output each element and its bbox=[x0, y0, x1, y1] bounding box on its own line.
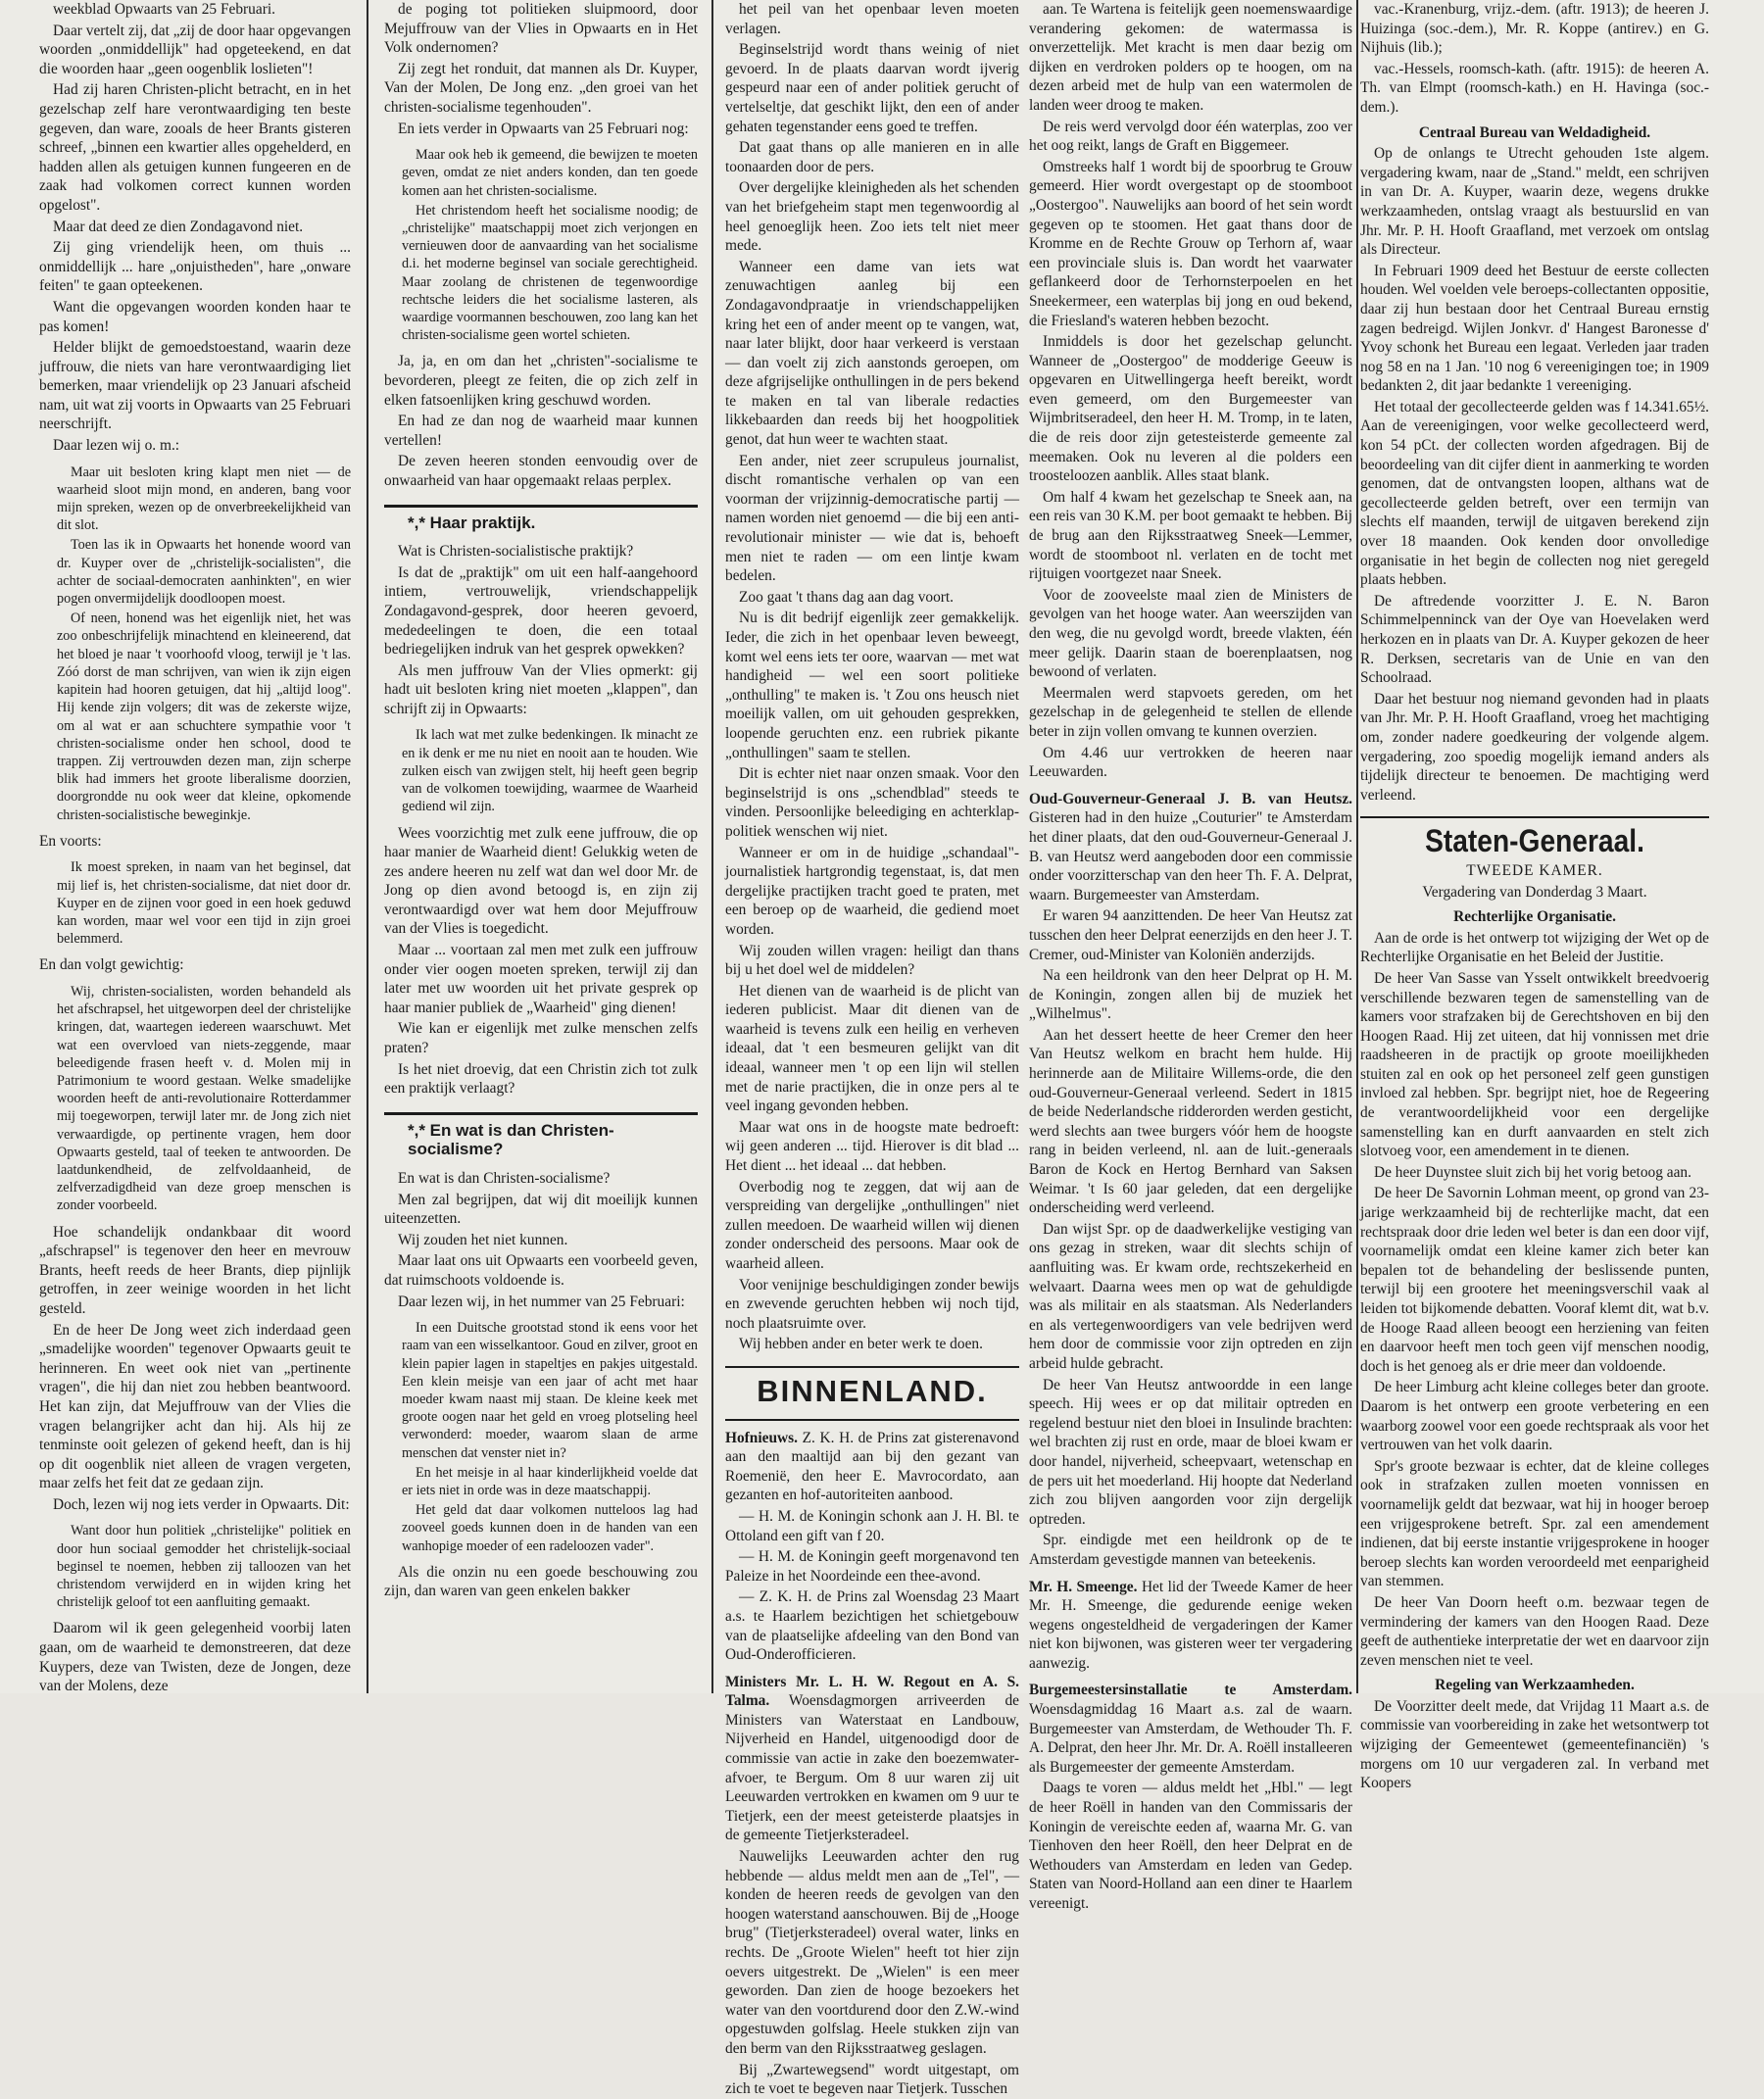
item-text: Er waren 94 aanzittenden. De heer Van Heutsz zat tusschen den heer Delprat eenerzijds en den heer J. T. Cremer, oud-Minister van Koloniën anderzijds. bbox=[1029, 907, 1352, 963]
section-divider bbox=[1360, 816, 1709, 818]
quote-block bbox=[57, 464, 351, 824]
paragraph: Zij zegt het ronduit, dat mannen als Dr. Kuyper, Van der Molen, De Jong enz. „den groei van het christen-socialisme tegenhouden". bbox=[384, 60, 698, 116]
paragraph: De aftredende voorzitter J. E. N. Baron Schimmelpenninck van der Oye van Hoevelaken werd herkozen en in plaats van Dr. A. Kuyper gekozen de heer R. Derksen, secretaris van de Unie en van den Schoolraad. bbox=[1360, 592, 1709, 687]
paragraph: De zeven heeren stonden eenvoudig over de onwaarheid van haar opgemaakt relaas perplex. bbox=[384, 453, 698, 489]
subheading: TWEEDE KAMER. bbox=[1466, 861, 1603, 879]
paragraph: In Februari 1909 deed het Bestuur de eerste collecten houden. Wel voelden vele beroeps-collectanten oppositie, daar zij hun bestaan door het Centraal Bureau ernstig zagen bedreigd. Wijlen Jonkvr. d' Hangest Baronesse d' Yvoy schonk het Bureau een legaat. Verleden jaar traden nog 58 en na 1 Jan. '10 nog 6 vereenigingen toe; in 1909 bedankten 2, dit jaar bedankte 1 vereeniging. bbox=[1360, 262, 1709, 395]
paragraph: Daar vertelt zij, dat „zij de door haar opgevangen woorden „onmiddellijk" had opgeteekend, en dat die woorden haar „geen oogenblik loslieten"! bbox=[39, 22, 351, 77]
paragraph: En het meisje in al haar kinderlijkheid voelde dat er iets niet in orde was in deze maatschappij. bbox=[402, 1464, 698, 1498]
paragraph: Maar laat ons uit Opwaarts een voorbeeld geven, dat ruimschoots voldoende is. bbox=[384, 1252, 698, 1289]
paragraph: Maar dat deed ze dien Zondagavond niet. bbox=[53, 218, 304, 235]
column-5 bbox=[1360, 0, 1709, 1792]
item-text: Bij „Zwartewegsend" wordt uitgestapt, om zich te voet te begeven naar Tietjerk. Tusschen bbox=[725, 2061, 1019, 2098]
paragraph: Ja, ja, en om dan het „christen"-socialisme te bevorderen, pleegt ze feiten, die op zich zelf in elken fatsoenlijken kring geschuwd worden. bbox=[384, 353, 698, 409]
item-text: Gisteren had in den huize „Couturier" te Amsterdam het diner plaats, dat den oud-Gouverneur-Generaal J. B. van Heutsz werd aangeboden door een commissie onder voorzitterschap van den heer Th. F. A. Delprat, waarn. Burgemeester van Amsterdam. bbox=[1029, 809, 1352, 903]
news-item bbox=[1029, 1578, 1352, 1674]
quote-block bbox=[57, 1522, 351, 1611]
column-rule bbox=[367, 0, 368, 1693]
paragraph: Het dienen van de waarheid is de plicht van iederen publicist. Maar dit dienen van de waarheid is tevens zulk een heilig en verheven ideaal, dat 't een besmeuren gelijkt van dit ideaal, wanneer men 't op een lijn wil stellen met de narie practijken, die in onze pers al te veel ingang gevonden hebben. bbox=[725, 982, 1019, 1115]
paragraph: Toen las ik in Opwaarts het honende woord van dr. Kuyper over de „christelijk-socialisten", die achter de sociaal-democraten aanhinkten", en wier pogen onvermijdelijk doodloopen moest. bbox=[57, 537, 351, 608]
item-text: Aan het dessert heette de heer Cremer den heer Van Heutsz welkom en bracht hem hulde. Hij herinnerde aan de Militaire Willems-orde, die den oud-Gouverneur-Generaal verleend. Sedert in 1815 de beide Nederlandsche ridderorden werden gesticht, werd slechts aan twee burgers vóór hem de hoogste rang in beiden verleend, nl. aan de luit.-generaals Baron de Kock en Hertog Bernhard van Saksen Weimar. 't Is 60 jaar geleden, dat een dergelijke onderscheiding werd verleend. bbox=[1029, 1026, 1352, 1217]
paragraph: De heer De Savornin Lohman meent, op grond van 23-jarige werkzaamheid bij de rechterlijke macht, dat een rechtspraak door drie leden wel beter is dan een door vijf, voornamelijk omdat een kleine kamer zich beter kan bepalen tot de behandeling der beslissende punten, terwijl bij een grootere het meeningsverschil vaak al leiden tot bijkomende debatten. Vooraf klemt dit, wat b.v. de Hooge Raad alleen beoogt een herziening van feiten en daarvoor heeft men toch geen vijf menschen noodig, doch is het genoeg als er drie meer dan voldoende. bbox=[1360, 1185, 1709, 1375]
item-text: Daags te voren — aldus meldt het „Hbl." — legt de heer Roëll in handen van den Commissaris der Koningin de vereischte eeden af, waarna Mr. G. van Tienhoven den heer Roëll, den heer Delprat en de Wethouders van Amsterdam en leden van Gedep. Staten van Noord-Holland aan een diner te Haarlem vereenigt. bbox=[1029, 1780, 1352, 1912]
paragraph: Helder blijkt de gemoedstoestand, waarin deze juffrouw, die niets van hare verontwaardiging liet bemerken, maar vriendelijk op 23 Januari afscheid nam, uit wat zij voorts in Opwaarts van 25 Februari neerschrijft. bbox=[39, 339, 352, 433]
paragraph: Daarom wil ik geen gelegenheid voorbij laten gaan, om de waarheid te demonstreeren, dat deze Kuypers, deze van Twisten, deze de Jongen, deze van der Molens, deze bbox=[39, 1620, 351, 1695]
paragraph: Dat gaat thans op alle manieren en in alle toonaarden door de pers. bbox=[725, 139, 1019, 175]
paragraph: Doch, lezen wij nog iets verder in Opwaarts. Dit: bbox=[53, 1495, 350, 1513]
column-rule bbox=[1356, 0, 1358, 1693]
paragraph: En wat is dan Christen-socialisme? bbox=[398, 1170, 611, 1187]
article-heading: Regeling van Werkzaamheden. bbox=[1435, 1677, 1635, 1694]
paragraph: Want die opgevangen woorden konden haar te pas komen! bbox=[39, 298, 351, 335]
paragraph: Om half 4 kwam het gezelschap te Sneek aan, na een reis van 30 K.M. per boot gemaakt te hebben. Bij de brug aan den Rijksstraatweg Sneek—Lemmer, wordt de stoomboot nl. verlaten en de tocht met rijtuigen voortgezet naar Sneek. bbox=[1029, 488, 1352, 583]
paragraph: Het geld dat daar volkomen nutteloos lag had zooveel goeds kunnen doen in de handen van een wanhopige moeder of een radeloozen vader". bbox=[402, 1502, 698, 1554]
news-item bbox=[1029, 1026, 1352, 1218]
paragraph: Aan de orde is het ontwerp tot wijziging der Wet op de Rechterlijke Organisatie en het Beleid der Justitie. bbox=[1360, 929, 1709, 966]
paragraph: Meermalen werd stapvoets gereden, om het gezelschap in de gelegenheid te stellen de ellende beter in zijn vollen omvang te kunnen overzien. bbox=[1029, 684, 1352, 740]
paragraph: Of neen, honend was het eigenlijk niet, het was zoo onbeschrijfelijk minachtend en kleineerend, dat het bloed je naar 't voorhoofd vloog, terwijl je 't las. Zóó dorst de man schrijven, van wien ik zijn eigen kapitein had hooren getuigen, dat hij „altijd loog". Hij kende zijn volgers; dit was de zekerste wijze, om al wat er aan schuchtere sympathie voor 't christen-socialisme onder hen school, dood te trappen. Zij vertrouwden dezen man, zijn scherpe blik had immers het groote liberalisme doorzien, doorgrondde nu ook weer dat kleine, opkomende christen-socialistische beweginkje. bbox=[57, 610, 351, 823]
paragraph: Het christendom heeft het socialisme noodig; de „christelijke" maatschappij moet zich verjongen en vernieuwen door de aanvaarding van het socialisme d.i. het moderne beginsel van sociale gerechtigheid. Maar zoolang de christenen de tegenwoordige rechtsche leiders die het socialisme lasteren, als waardige voormannen beschouwen, zoo lang kan het christen-socialisme geen wortel schieten. bbox=[402, 202, 698, 344]
paragraph: Daar het bestuur nog niemand gevonden had in plaats van Jhr. Mr. P. H. Hooft Graafland, vroeg het machtiging om, zonder nadere goedkeuring der volgende algem. vergadering, zoo spoedig mogelijk iemand anders als tijdelijk directeur te benoemen. De machtiging werd verleend. bbox=[1360, 690, 1709, 804]
paragraph: het peil van het openbaar leven moeten verlagen. bbox=[725, 1, 1019, 37]
section-divider bbox=[725, 1366, 1019, 1368]
paragraph: De heer Van Sasse van Ysselt ontwikkelt breedvoerig verschillende bezwaren tegen de samenstelling van de kamers voor strafzaken bij de Gerechtshoven en bij den Hoogen Raad. Hij zet uiteen, dat hij vonnissen met drie raadsheeren in de practijk op groote moeilijkheden stuiten zal en ook op het personeel zelf geen gunstigen invloed zal hebben. Spr. begrijpt niet, hoe de Regeering de verantwoordelijkheid voor een dergelijke samenstelling kan en durft aanvaarden en stelt zich slotvoeg voor, een amendement in te dienen. bbox=[1360, 969, 1709, 1160]
paragraph: Wees voorzichtig met zulk eene juffrouw, die op haar manier de Waarheid dient! Gelukkig weten de zes andere heeren nu zelf wat dan wel door Mr. de Jong op dien avond betoogd is, en zijn zij verontwaardigd over wat hem door Mejuffrouw van der Vlies is toegedicht. bbox=[384, 824, 698, 938]
paragraph: Zoo gaat 't thans dag aan dag voort. bbox=[739, 588, 955, 606]
column-rule bbox=[711, 0, 713, 1693]
subheading: Vergadering van Donderdag 3 Maart. bbox=[1422, 883, 1647, 901]
paragraph: Een ander, niet zeer scrupuleus journalist, discht romantische verhalen op van een voorman der vrijzinnig-democratische partij — namen worden niet genoemd — die bij een anti-revolutionair minister — wie dat is, behoeft men niet te raden — om een lintje kwam bedelen. bbox=[725, 452, 1019, 585]
paragraph: Daar lezen wij o. m.: bbox=[53, 437, 180, 455]
item-heading: Burgemeestersinstallatie te Amsterdam. bbox=[1029, 1682, 1352, 1699]
paragraph: Voor de zooveelste maal zien de Ministers de gevolgen van het hooge water. Aan weerszijden van den weg, die nu gevolgd wordt, breede vlakten, één meer gelijk. Daarin staan de boerenplaatsen, nog bewoond of verlaten. bbox=[1029, 586, 1352, 681]
paragraph: Overbodig nog te zeggen, dat wij aan de verspreiding van dergelijke „onthullingen" niet zullen meedoen. De waarheid willen wij dienen zonder onderscheid des persoons. Maar ook de waarheid alleen. bbox=[725, 1178, 1019, 1272]
paragraph: Voor venijnige beschuldigingen zonder bewijs en zwevende geruchten hebben wij noch tijd, noch plaatsruimte over. bbox=[725, 1276, 1019, 1332]
news-item bbox=[725, 1673, 1019, 1845]
column-2 bbox=[384, 0, 698, 1693]
paragraph: Op de onlangs te Utrecht gehouden 1ste algem. vergadering kwam, naar de „Stand." meldt, een schrijven in van Dr. A. Kuyper, waarin deze, wegens drukke werkzaamheden, ontslag vraagt als bestuurslid en van Jhr. Mr. P. H. Hooft Graafland, met verzoek om ontslag als Directeur. bbox=[1360, 145, 1709, 259]
section-title: *,* En wat is dan Christen-socialisme? bbox=[408, 1120, 614, 1159]
paragraph: Had zij haren Christen-plicht betracht, en in het gezelschap zelf hare verontwaardiging ten beste gegeven, dan ware, zooals de heer Brants gisteren schreef, „binnen een kwartier alles opgehelderd, en hadden allen als getuigen kunnen fungeeren en de zaak had volkomen correct kunnen worden opgelost". bbox=[39, 81, 351, 214]
item-text: De heer Van Heutsz antwoordde in een lange speech. Hij wees er op dat militair optreden en regelend bestuur niet den bloei in Insulinde brachten: wel brachten zij rust en orde, maar de bloei kwam er door handel, nijverheid, scheepvaart, wetenschap en de pers uit het moederland. Hij hoopte dat Nederland zich zou blijven aangorden voor zijn dergelijk optreden. bbox=[1029, 1376, 1352, 1528]
news-item bbox=[725, 1587, 1019, 1664]
paragraph: In een Duitsche grootstad stond ik eens voor het raam van een wisselkantoor. Goud en zilver, groot en klein papier lagen in stapeltjes en pakjes uitgestald. Een klein meisje van een jaar of acht met haar moeder kwam naast mij staan. De kleine keek met groote oogen naar het geld en vroeg plotseling heel verwonderd: moeder, waarom slaan de arme menschen dat venster niet in? bbox=[402, 1320, 699, 1461]
paragraph: Hoe schandelijk ondankbaar dit woord „afschrapsel" is tegenover den heer en mevrouw Brants, heeft reeds de heer Brants, diep pijnlijk getroffen, in zeer weinige woorden in het licht gesteld. bbox=[39, 1223, 351, 1317]
news-item bbox=[1029, 1779, 1352, 1913]
paragraph: Het totaal der gecollecteerde gelden was f 14.341.65½. Aan de vereenigingen, voor welke gecollecteerd werd, kon 54 pCt. der collecten worden afgedragen. Bij de beoordeeling van dit cijfer dient in aanmerking te worden genomen, dat de ontvangsten loopen, althans wat de gecollecteerde gelden betreft, over een termijn van slechts elf maanden, terwijl de uitgaven berekend zijn over 18 maanden. Ook kenden door onvolledige organisatie in het begin de collecten nog niet geregeld plaats hebben. bbox=[1360, 398, 1709, 589]
paragraph: Spr's groote bezwaar is echter, dat de kleine colleges ook in strafzaken zullen moeten vonnissen en voornamelijk geldt dat bezwaar, wat hij in hooger beroep een vrijgesprokene betreft. Spr. zal een amendement indienen, dat bij eerste instantie vrijgesprokene in hooger beroep slechts kan worden veroordeeld met eenparigheid van stemmen. bbox=[1360, 1457, 1709, 1590]
quote-block bbox=[402, 1319, 698, 1555]
paragraph: Als men juffrouw Van der Vlies opmerkt: gij hadt uit besloten kring niet moeten „klappen", dan schrijft zij in Opwaarts: bbox=[384, 661, 698, 717]
news-item bbox=[725, 1429, 1019, 1505]
paragraph: Om 4.46 uur vertrokken de heeren naar Leeuwarden. bbox=[1029, 744, 1352, 781]
paragraph: Wij, christen-socialisten, worden behandeld als het afschrapsel, het uitgeworpen deel der christelijke kringen, dat, waartegen iedereen waarschuwt. Met wat een overvloed van niets-zeggende, maar beleedigende frasen heeft v. d. Molen mij in Patrimonium te woord gestaan. Welke smadelijke woorden heeft de anti-revolutionaire Rotterdammer mij toegeworpen, terwijl later mr. de Jong zich niet verwaardigde, op pertinente vragen, hem door Opwaarts gesteld, taal of teeken te antwoorden. De laatdunkendheid, de zelfvoldaanheid, de zelfverzadigdheid van deze groep menschen is zonder voorbeeld. bbox=[57, 983, 351, 1214]
paragraph: En iets verder in Opwaarts van 25 Februari nog: bbox=[398, 120, 689, 137]
item-text: — H. M. de Koningin geeft morgenavond ten Paleize in het Noordeinde een thee-avond. bbox=[725, 1548, 1019, 1585]
paragraph: weekblad Opwaarts van 25 Februari. bbox=[53, 1, 275, 18]
paragraph: de poging tot politieken sluipmoord, door Mejuffrouw van der Vlies in Opwaarts en in Het Volk ondernomen? bbox=[384, 1, 698, 57]
paragraph: En de heer De Jong weet zich inderdaad geen „smadelijke woorden" tegenover Opwaarts geuit te herinneren. En weet ook niet van „pertinente vragen", die hij dan niet zou hebben beantwoord. Het kan zijn, dat Mejuffrouw van der Vlies die vragen belangrijker acht dan hij. Als hij ze tenminste ooit gelezen of gekend heeft, dan is hij op dit oogenblik niet alleen de vragen vergeten, maar zelfs het feit dat ze gedaan zijn. bbox=[39, 1321, 351, 1492]
item-text: Spr. eindigde met een heildronk op de te Amsterdam gevestigde mannen van beteekenis. bbox=[1029, 1532, 1352, 1568]
item-text: Dan wijst Spr. op de daadwerkelijke vestiging van ons gezag in streken, waar dit slechts schijn of aanfluiting was. Er kwam orde, rechtszekerheid en welvaart. Daarna wees men op wat de gehuldigde was als militair en als staatsman. Als Nederlanders en als vertegenwoordigers van vele bedrijven werd hem door de commissie voor zijn optreden en zijn arbeid hulde gebracht. bbox=[1029, 1220, 1352, 1372]
quote-block bbox=[402, 146, 698, 344]
paragraph: Maar uit besloten kring klapt men niet — de waarheid sloot mijn mond, en anderen, bang voor mijn spreken, wezen op de onverbreekelijkheid van dit slot. bbox=[57, 464, 351, 534]
paragraph: Men zal begrijpen, dat wij dit moeilijk kunnen uiteenzetten. bbox=[384, 1191, 698, 1228]
news-item bbox=[1029, 1681, 1352, 1777]
paragraph: vac.-Hessels, roomsch-kath. (aftr. 1915): de heeren A. Th. van Elmpt (roomsch-kath.) en H. Havinga (soc.-dem.). bbox=[1360, 60, 1709, 116]
section-banner: Staten-Generaal. bbox=[1425, 823, 1644, 859]
paragraph: Daar lezen wij, in het nummer van 25 Februari: bbox=[398, 1293, 685, 1310]
paragraph: Wij zouden willen vragen: heiligt dan thans bij u het doel wel de middelen? bbox=[725, 942, 1019, 979]
paragraph: Maar ook heb ik gemeend, die bewijzen te moeten geven, omdat ze niet anders konden, dan ten goede komen aan het christen-socialisme. bbox=[402, 147, 698, 199]
news-item bbox=[1029, 1220, 1352, 1374]
paragraph: Ik moest spreken, in naam van het beginsel, dat mij lief is, het christen-socialisme, dat niet door dr. Kuyper en de zijnen voor goed in een hoek geduwd kan worden, maar wel voor een tijd in zijn groei belemmerd. bbox=[57, 859, 351, 948]
paragraph: vac.-Kranenburg, vrijz.-dem. (aftr. 1913); de heeren J. Huizinga (soc.-dem.), Mr. R. Koppe (antirev.) en G. Nijhuis (lib.); bbox=[1360, 1, 1709, 57]
paragraph: Is het niet droevig, dat een Christin zich tot zulk een praktijk verlaagt? bbox=[384, 1060, 698, 1098]
paragraph: Wat is Christen-socialistische praktijk? bbox=[398, 543, 634, 561]
item-text: Woensdagmiddag 16 Maart a.s. zal de waarn. Burgemeester van Amsterdam, de Wethouder Th. F. A. Delprat, den heer Jhr. Mr. Dr. A. Roëll installeeren als Burgemeester der gemeente Amsterdam. bbox=[1029, 1701, 1352, 1776]
paragraph: Wanneer een dame van iets wat zenuwachtigen aanleg bij een Zondagavondpraatje in vriendschappelijken kring het een of ander meent op te vangen, wat, naar later blijkt, door haar verkeerd is verstaan — dan voelt zij zich aanstonds geroepen, om deze afgrijselijke onthullingen in de pers bekend te maken en tal van liberale redacties likkebaarden dan reeds bij het hoogpolitiek genot, dat hun weer te wachten staat. bbox=[725, 258, 1019, 449]
paragraph: Omstreeks half 1 wordt bij de spoorbrug te Grouw gemeerd. Hier wordt overgestapt op de stoomboot „Oostergoo". Nauwelijks aan boord of het sein wordt gegeven op te stoomen. Het gaat thans door de Kromme en de Rechte Grouw op Terhorn af, waar een provinciale sluis is. Dan wordt het vaarwater geflankeerd door de Terhornsterpoelen en het Sneekermeer, een waterplas bij jong en oud bekend, die Friesland's wateren hebben bezocht. bbox=[1029, 158, 1352, 329]
paragraph: Ik lach wat met zulke bedenkingen. Ik minacht ze en ik denk er me nu niet en nooit aan te houden. Wie zulken eisch van zwijgen stelt, hij heeft geen begrip van de volkomen toewijding, waarmee de Waarheid gediend wil zijn. bbox=[402, 727, 698, 815]
column-3 bbox=[725, 0, 1020, 2098]
item-text: Nauwelijks Leeuwarden achter den rug hebbende — aldus meldt men aan de „Tel", — konden de heeren reeds de gevolgen van den hoogen waterstand aanschouwen. Bij de „Hooge brug" (Tietjerksteradeel) overal water, links en rechts. De „Groote Wielen" heeft tot hier zijn oevers uitgestrekt. De „Wielen" is een meer geworden. Dan zien de hooge bezoekers het water van den voortdurend door den Z.W.-wind opgestuwden golfslag. Heele stukken zijn van den berm van den Rijksstraatweg geslagen. bbox=[725, 1848, 1019, 2057]
item-heading: Oud-Gouverneur-Generaal J. B. van Heutsz. bbox=[1029, 790, 1352, 807]
section-title: *,* Haar praktijk. bbox=[408, 513, 536, 532]
paragraph: Wij hebben ander en beter werk te doen. bbox=[739, 1336, 983, 1353]
section-divider bbox=[384, 505, 698, 508]
news-item bbox=[725, 1507, 1019, 1545]
paragraph: De heer Limburg acht kleine colleges beter dan groote. Daarom is het ontwerp een groote verbetering en een waarborg zoowel voor een goede rechtspraak als voor het vertrouwen van het volk daarin. bbox=[1360, 1379, 1709, 1454]
paragraph: Over dergelijke kleinigheden als het schenden van het briefgeheim stapt men tegenwoordig al heel genoeglijk heen. Zoo iets telt niet meer mede. bbox=[725, 179, 1019, 255]
item-heading: Hofnieuws. bbox=[725, 1429, 798, 1446]
article-heading: Centraal Bureau van Weldadigheid. bbox=[1418, 123, 1651, 141]
news-item bbox=[1029, 1531, 1352, 1569]
paragraph: De Voorzitter deelt mede, dat Vrijdag 11 Maart a.s. de commissie van voorbereiding in zake het wetsontwerp tot wijziging der Gemeentewet (gemeentefinanciën) 's morgens om 10 uur vergaderen zal. In verband met Koopers bbox=[1360, 1697, 1709, 1792]
item-text: Het lid der Tweede Kamer de heer Mr. H. Smeenge, die gedurende eenige weken wegens ongesteldheid de vergaderingen der Kamer niet kon bijwonen, was gisteren weer ter vergadering aanwezig. bbox=[1029, 1578, 1352, 1672]
paragraph: Zij ging vriendelijk heen, om thuis ... onmiddellijk ... hare „onjuistheden", hare „onware feiten" te gaan opteekenen. bbox=[39, 239, 351, 295]
paragraph: De heer Duynstee sluit zich bij het vorig betoog aan. bbox=[1374, 1163, 1691, 1181]
section-divider bbox=[384, 1112, 698, 1115]
news-item bbox=[725, 1547, 1019, 1586]
paragraph: De heer Van Doorn heeft o.m. bezwaar tegen de vermindering der kamers van den Hoogen Raad. Deze geeft de authentieke interpretatie der wet en daarvoor zijn zeven menschen niet te veel. bbox=[1360, 1593, 1709, 1669]
section-banner: BINNENLAND. bbox=[757, 1373, 988, 1408]
news-item bbox=[1029, 790, 1352, 905]
paragraph: Is dat de „praktijk" om uit een half-aangehoord intiem, vertrouwelijk, vriendschappelijk Zondagavond-gesprek, door heeren gevoerd, mededeelingen te doen, die een totaal bedriegelijken indruk van het gesprek opwekken? bbox=[384, 563, 698, 659]
quote-block bbox=[57, 858, 351, 948]
paragraph: Maar wat ons in de hoogste mate bedroeft: wij geen anderen ... tijd. Hierover is dit blad ... Het dient ... het ideaal ... dat hebben. bbox=[725, 1118, 1019, 1175]
news-item bbox=[1029, 906, 1352, 964]
item-text: Woensdagmorgen arriveerden de Ministers van Waterstaat en Landbouw, Nijverheid en Handel, uitgenoodigd door de commissie van actie in zake den boezemwater-afvoer, te Bergum. Om 8 uur waren zij uit Leeuwarden vertrokken en kwamen om 9 uur te Tietjerk, een der meest geteisterde plaatsjes in de gemeente Tietjerksteradeel. bbox=[725, 1692, 1019, 1844]
column-4 bbox=[1029, 0, 1352, 1912]
paragraph: Wanneer er om in de huidige „schandaal"-journalistiek hartgrondig tegenstaat, is, dat men dergelijke practijken tracht goed te praten, met een beroep op de waarheid, die gediend moet worden. bbox=[725, 844, 1019, 938]
item-heading: Mr. H. Smeenge. bbox=[1029, 1578, 1138, 1595]
paragraph: Dit is echter niet naar onzen smaak. Voor den beginselstrijd is ons „schendblad" steeds te vinden. Persoonlijke beleediging en achterklap-politiek wenschen wij niet. bbox=[725, 765, 1019, 840]
paragraph: En voorts: bbox=[39, 832, 102, 850]
paragraph: Wij zouden het niet kunnen. bbox=[398, 1231, 568, 1248]
news-item bbox=[725, 1847, 1019, 2059]
column-1 bbox=[39, 0, 351, 1693]
paragraph: Als die onzin nu een goede beschouwing zou zijn, dan waren van geen enkelen bakker bbox=[384, 1563, 698, 1600]
article-heading: Rechterlijke Organisatie. bbox=[1453, 908, 1616, 926]
item-text: — Z. K. H. de Prins zal Woensdag 23 Maart a.s. te Haarlem bezichtigen het schietgebouw van de plaatselijke afdeeling van den Bond van Oud-Onderofficieren. bbox=[725, 1588, 1019, 1664]
quote-block bbox=[57, 983, 351, 1215]
news-item bbox=[725, 2061, 1019, 2099]
news-item bbox=[1029, 966, 1352, 1024]
item-text: Z. K. H. de Prins zat gisterenavond aan den maaltijd aan bij den gezant van Roemenië, den heer E. Mavrocordato, aan gezanten en hof-autoriteiten aanbood. bbox=[725, 1429, 1020, 1504]
paragraph: En had ze dan nog de waarheid maar kunnen vertellen! bbox=[384, 413, 698, 449]
paragraph: Beginselstrijd wordt thans weinig of niet gevoerd. In de plaats daarvan wordt ijverig gespeurd naar een of ander politiek gerucht of vertelseltje, dat geschikt lijkt, den een of ander gehaten tegenstander eens goed te treffen. bbox=[725, 41, 1019, 135]
paragraph: Nu is dit bedrijf eigenlijk zeer gemakkelijk. Ieder, die zich in het openbaar leven beweegt, komt wel eens iets ter oore, waarvan — met wat handigheid — wel een soort politieke „onthulling" te maken is. 't Zou ons heusch niet moeilijk vallen, om uit gehouden gesprekken, loopende geruchten enz. een rubriek pikante „onthullingen" saam te stellen. bbox=[725, 610, 1019, 761]
paragraph: Inmiddels is door het gezelschap geluncht. Wanneer de „Oostergoo" de modderige Geeuw is opgevaren en Uitwellingerga heeft bereikt, wordt even gemeerd, om den Burgemeester van Wijmbritseradeel, den heer H. M. Tromp, in te laten, die de reis door zijn getesteisterde gemeente zal meemaken. Ook nu leveren al die polders een troosteloozen aanblik. Alles staat blank. bbox=[1029, 333, 1352, 485]
news-item bbox=[1029, 1376, 1352, 1530]
paragraph: En dan volgt gewichtig: bbox=[39, 956, 184, 974]
item-text: — H. M. de Koningin schonk aan J. H. Bl. te Ottoland een gift van f 20. bbox=[725, 1507, 1019, 1544]
paragraph: Wie kan er eigenlijk met zulke menschen zelfs praten? bbox=[384, 1020, 698, 1057]
paragraph: Want door hun politiek „christelijke" politiek en door hun sociaal gemodder het christelijk-sociaal beginsel te noemen, hebben zij talloozen van het christendom verwijderd en in wijden kring het christelijk geloof tot een aanfluiting gemaakt. bbox=[57, 1523, 351, 1611]
paragraph: aan. Te Wartena is feitelijk geen noemenswaardige verandering gekomen: de watermassa is onverzettelijk. Met kracht is men daar bezig om dijken en verdroken polders op te hoogen, om na dezen arbeid met de hulp van een watermolen de landen weer droog te maken. bbox=[1029, 1, 1352, 114]
item-heading: Ministers Mr. L. H. W. Regout en A. S. Talma. bbox=[725, 1673, 1019, 1710]
paragraph: Maar ... voortaan zal men met zulk een juffrouw onder vier oogen moeten spreken, terwijl zij dan later met uw woorden uit het private gesprek op haar manier publiek de „Waarheid" ging dienen! bbox=[384, 942, 698, 1016]
quote-block bbox=[402, 726, 698, 815]
paragraph: De reis werd vervolgd door één waterplas, zoo ver het oog reikt, langs de Graft en Biggemeer. bbox=[1029, 118, 1352, 155]
item-text: Na een heildronk van den heer Delprat op H. M. de Koningin, zongen allen bij de muziek het „Wilhelmus". bbox=[1029, 967, 1352, 1023]
section-divider bbox=[725, 1419, 1019, 1421]
